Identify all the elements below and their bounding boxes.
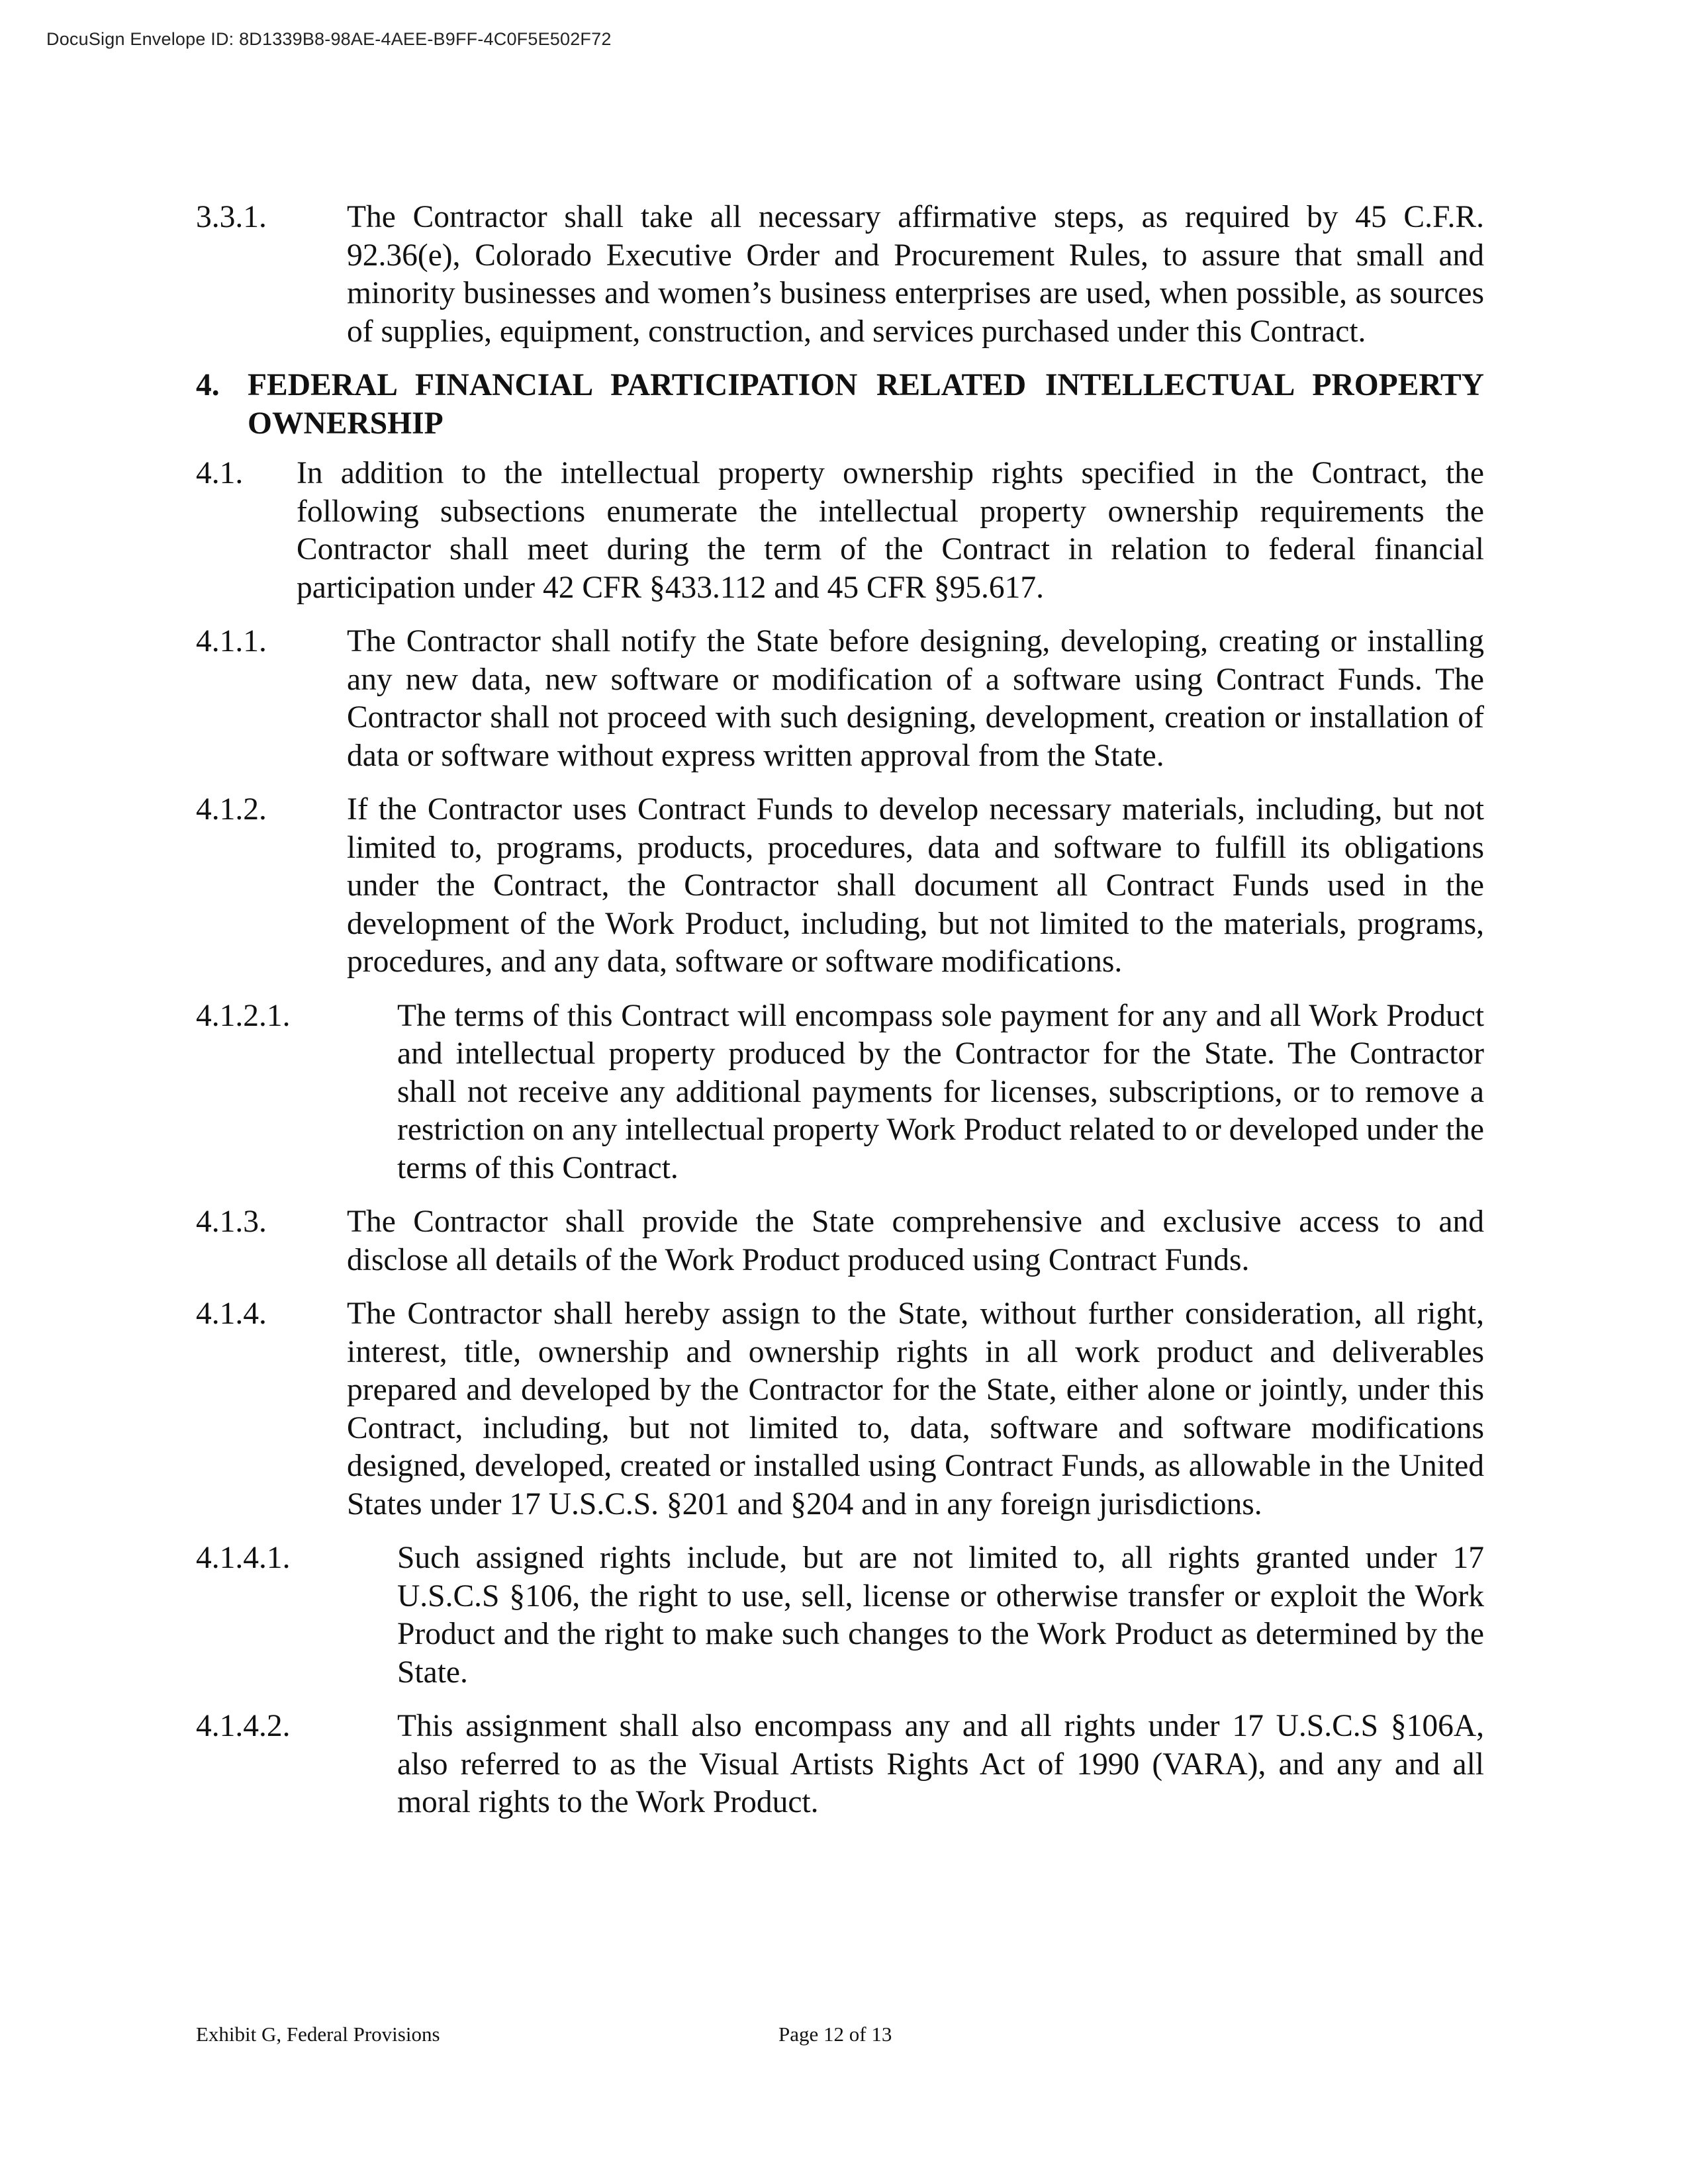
- section-number: 4.1.3.: [196, 1205, 267, 1239]
- document-body: [196, 199, 1484, 1838]
- section-text: The Contractor shall take all necessary affirmative steps, as required by 45 C.F.R. 92.36(e), Colorado Executive Order and Procurement Rules, to assure that small and minority businesses and women’s business enterprises are used, when possible, as sources of supplies, equipment, construction, and services purchased under this Contract.: [347, 200, 1484, 349]
- section-4-1-4-2: [196, 1707, 1484, 1822]
- section-number: 3.3.1.: [196, 200, 267, 234]
- footer-exhibit-label: Exhibit G, Federal Provisions: [196, 2023, 440, 2046]
- section-number: 4.1.4.2.: [196, 1709, 291, 1743]
- section-text: The terms of this Contract will encompass sole payment for any and all Work Product and intellectual property produced by the Contractor for the State. The Contractor shall not receive any additional payments for licenses, subscriptions, or to remove a restriction on any intellectual property Work Product related to or developed under the terms of this Contract.: [397, 998, 1484, 1185]
- heading-text: FEDERAL FINANCIAL PARTICIPATION RELATED INTELLECTUAL PROPERTY OWNERSHIP: [248, 368, 1484, 441]
- section-text: In addition to the intellectual property ownership rights specified in the Contract, the following subsections enumerate the intellectual property ownership requirements the Contractor shall meet during the term of the Contract in relation to federal financial participation under 42 CFR §433.112 and 45 CFR §95.617.: [297, 456, 1484, 605]
- footer-page-number: Page 12 of 13: [778, 2023, 892, 2046]
- section-number: 4.1.1.: [196, 624, 267, 659]
- docusign-envelope-id: DocuSign Envelope ID: 8D1339B8-98AE-4AEE-B9FF-4C0F5E502F72: [46, 29, 612, 49]
- section-4-1-2: [196, 791, 1484, 981]
- section-number: 4.1.4.: [196, 1297, 267, 1331]
- section-text: The Contractor shall notify the State before designing, developing, creating or installing any new data, new software or modification of a software using Contract Funds. The Contractor shall not proceed with such designing, development, creation or installation of data or software without express written approval from the State.: [347, 624, 1484, 773]
- section-number: 4.1.2.: [196, 792, 267, 827]
- section-text: The Contractor shall provide the State comprehensive and exclusive access to and disclose all details of the Work Product produced using Contract Funds.: [347, 1205, 1484, 1277]
- section-4-1-1: [196, 623, 1484, 775]
- section-number: 4.1.2.1.: [196, 998, 291, 1033]
- section-text: This assignment shall also encompass any and all rights under 17 U.S.C.S §106A, also referred to as the Visual Artists Rights Act of 1990 (VARA), and any and all moral rights to the Work Product.: [397, 1709, 1484, 1819]
- section-4-1-3: [196, 1203, 1484, 1279]
- section-text: Such assigned rights include, but are not limited to, all rights granted under 17 U.S.C.S §106, the right to use, sell, license or otherwise transfer or exploit the Work Product and the right to make such changes to the Work Product as determined by the State.: [397, 1541, 1484, 1690]
- section-3-3-1: [196, 199, 1484, 351]
- section-number: 4.1.4.1.: [196, 1541, 291, 1575]
- section-4-1-2-1: [196, 997, 1484, 1188]
- section-4-1: [196, 455, 1484, 607]
- section-text: If the Contractor uses Contract Funds to develop necessary materials, including, but not limited to, programs, products, procedures, data and software to fulfill its obligations under the Contract, the Contractor shall document all Contract Funds used in the development of the Work Product, including, but not limited to the materials, programs, procedures, and any data, software or software modifications.: [347, 792, 1484, 979]
- section-4-1-4: [196, 1295, 1484, 1524]
- heading-number: 4.: [196, 368, 220, 402]
- section-4-1-4-1: [196, 1539, 1484, 1692]
- section-text: The Contractor shall hereby assign to the State, without further consideration, all right, interest, title, ownership and ownership rights in all work product and deliverables prepared and developed by the Contractor for the State, either alone or jointly, under this Contract, including, but not limited to, data, software and software modifications designed, developed, created or installed using Contract Funds, as allowable in the United States under 17 U.S.C.S. §201 and §204 and in any foreign jurisdictions.: [347, 1297, 1484, 1522]
- section-4-heading: [196, 367, 1484, 443]
- section-number: 4.1.: [196, 456, 244, 490]
